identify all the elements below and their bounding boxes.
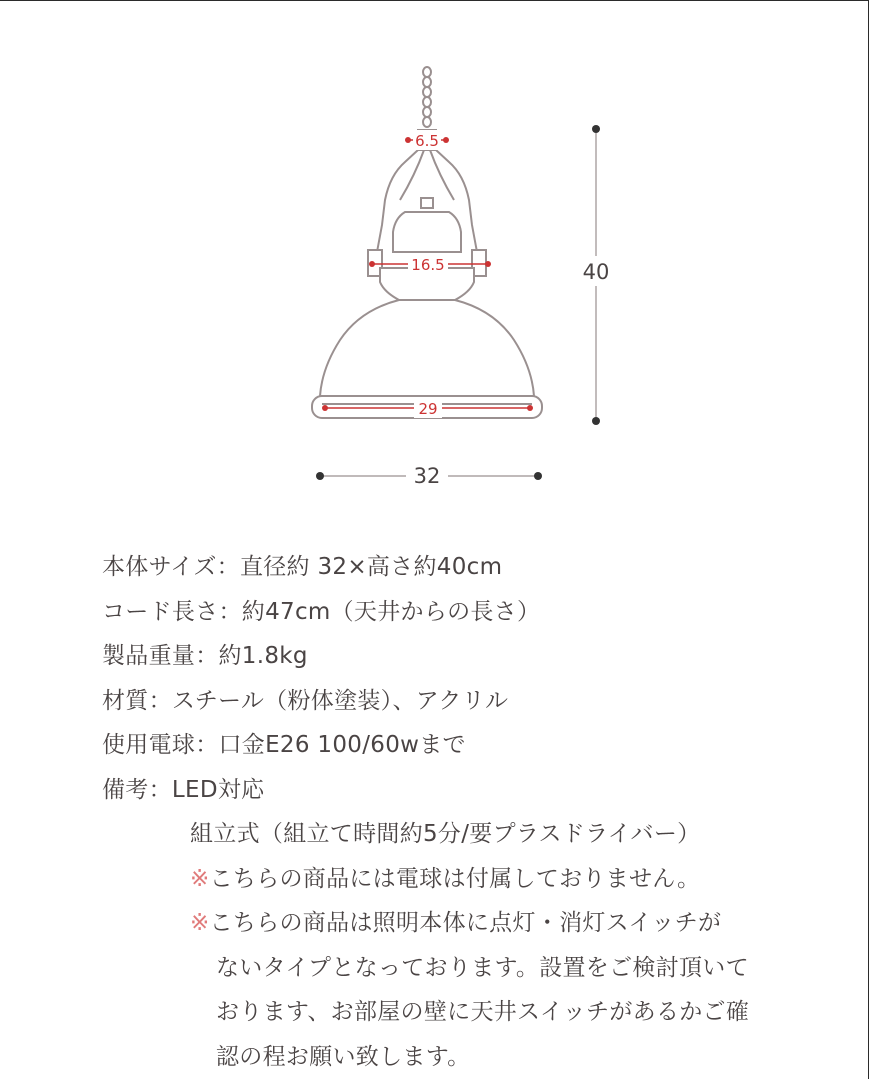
dim-height-label: 40 — [582, 260, 610, 284]
dim-top-width — [405, 130, 449, 150]
note-switch-line2: ないタイプとなっております。設置をご検討頂いて — [216, 954, 749, 981]
note-switch-line3: おります、お部屋の壁に天井スイッチがあるかご確 — [216, 999, 750, 1025]
spec-cord-length: コード長さ：約47cm（天井からの長さ） — [102, 598, 541, 625]
dim-neck-width-label: 16.5 — [411, 256, 445, 274]
spec-list — [102, 545, 862, 1079]
spec-assembly: 組立式（組立て時間約5分/要プラスドライバー） — [190, 821, 701, 847]
dim-outer-diameter-label: 32 — [413, 464, 441, 488]
spec-material: 材質：スチール（粉体塗装）、アクリル — [102, 687, 509, 714]
note-mark: ※ — [190, 865, 210, 892]
note-switch-line1: こちらの商品は照明本体に点灯・消灯スイッチが — [209, 910, 722, 936]
dim-height — [580, 125, 614, 425]
chain — [423, 67, 431, 127]
spec-weight: 製品重量：約1.8kg — [102, 643, 308, 669]
dim-top-width-label: 6.5 — [415, 132, 439, 150]
note-mark: ※ — [190, 910, 210, 936]
spec-notes-label: 備考：LED対応 — [102, 776, 265, 803]
lamp-dimension-diagram — [0, 0, 870, 520]
spec-note-bulb — [102, 857, 862, 902]
note-switch-line4: 認の程お願い致します。 — [216, 1043, 471, 1070]
dim-inner-diameter-label: 29 — [418, 400, 438, 418]
note-bulb-text: こちらの商品には電球は付属しておりません。 — [209, 865, 701, 892]
spec-size: 本体サイズ：直径約 32×高さ約40cm — [102, 554, 503, 580]
dim-outer-diameter — [316, 462, 542, 488]
spec-bulb: 使用電球：口金E26 100/60wまで — [102, 732, 466, 758]
spec-note-switch — [102, 901, 862, 946]
